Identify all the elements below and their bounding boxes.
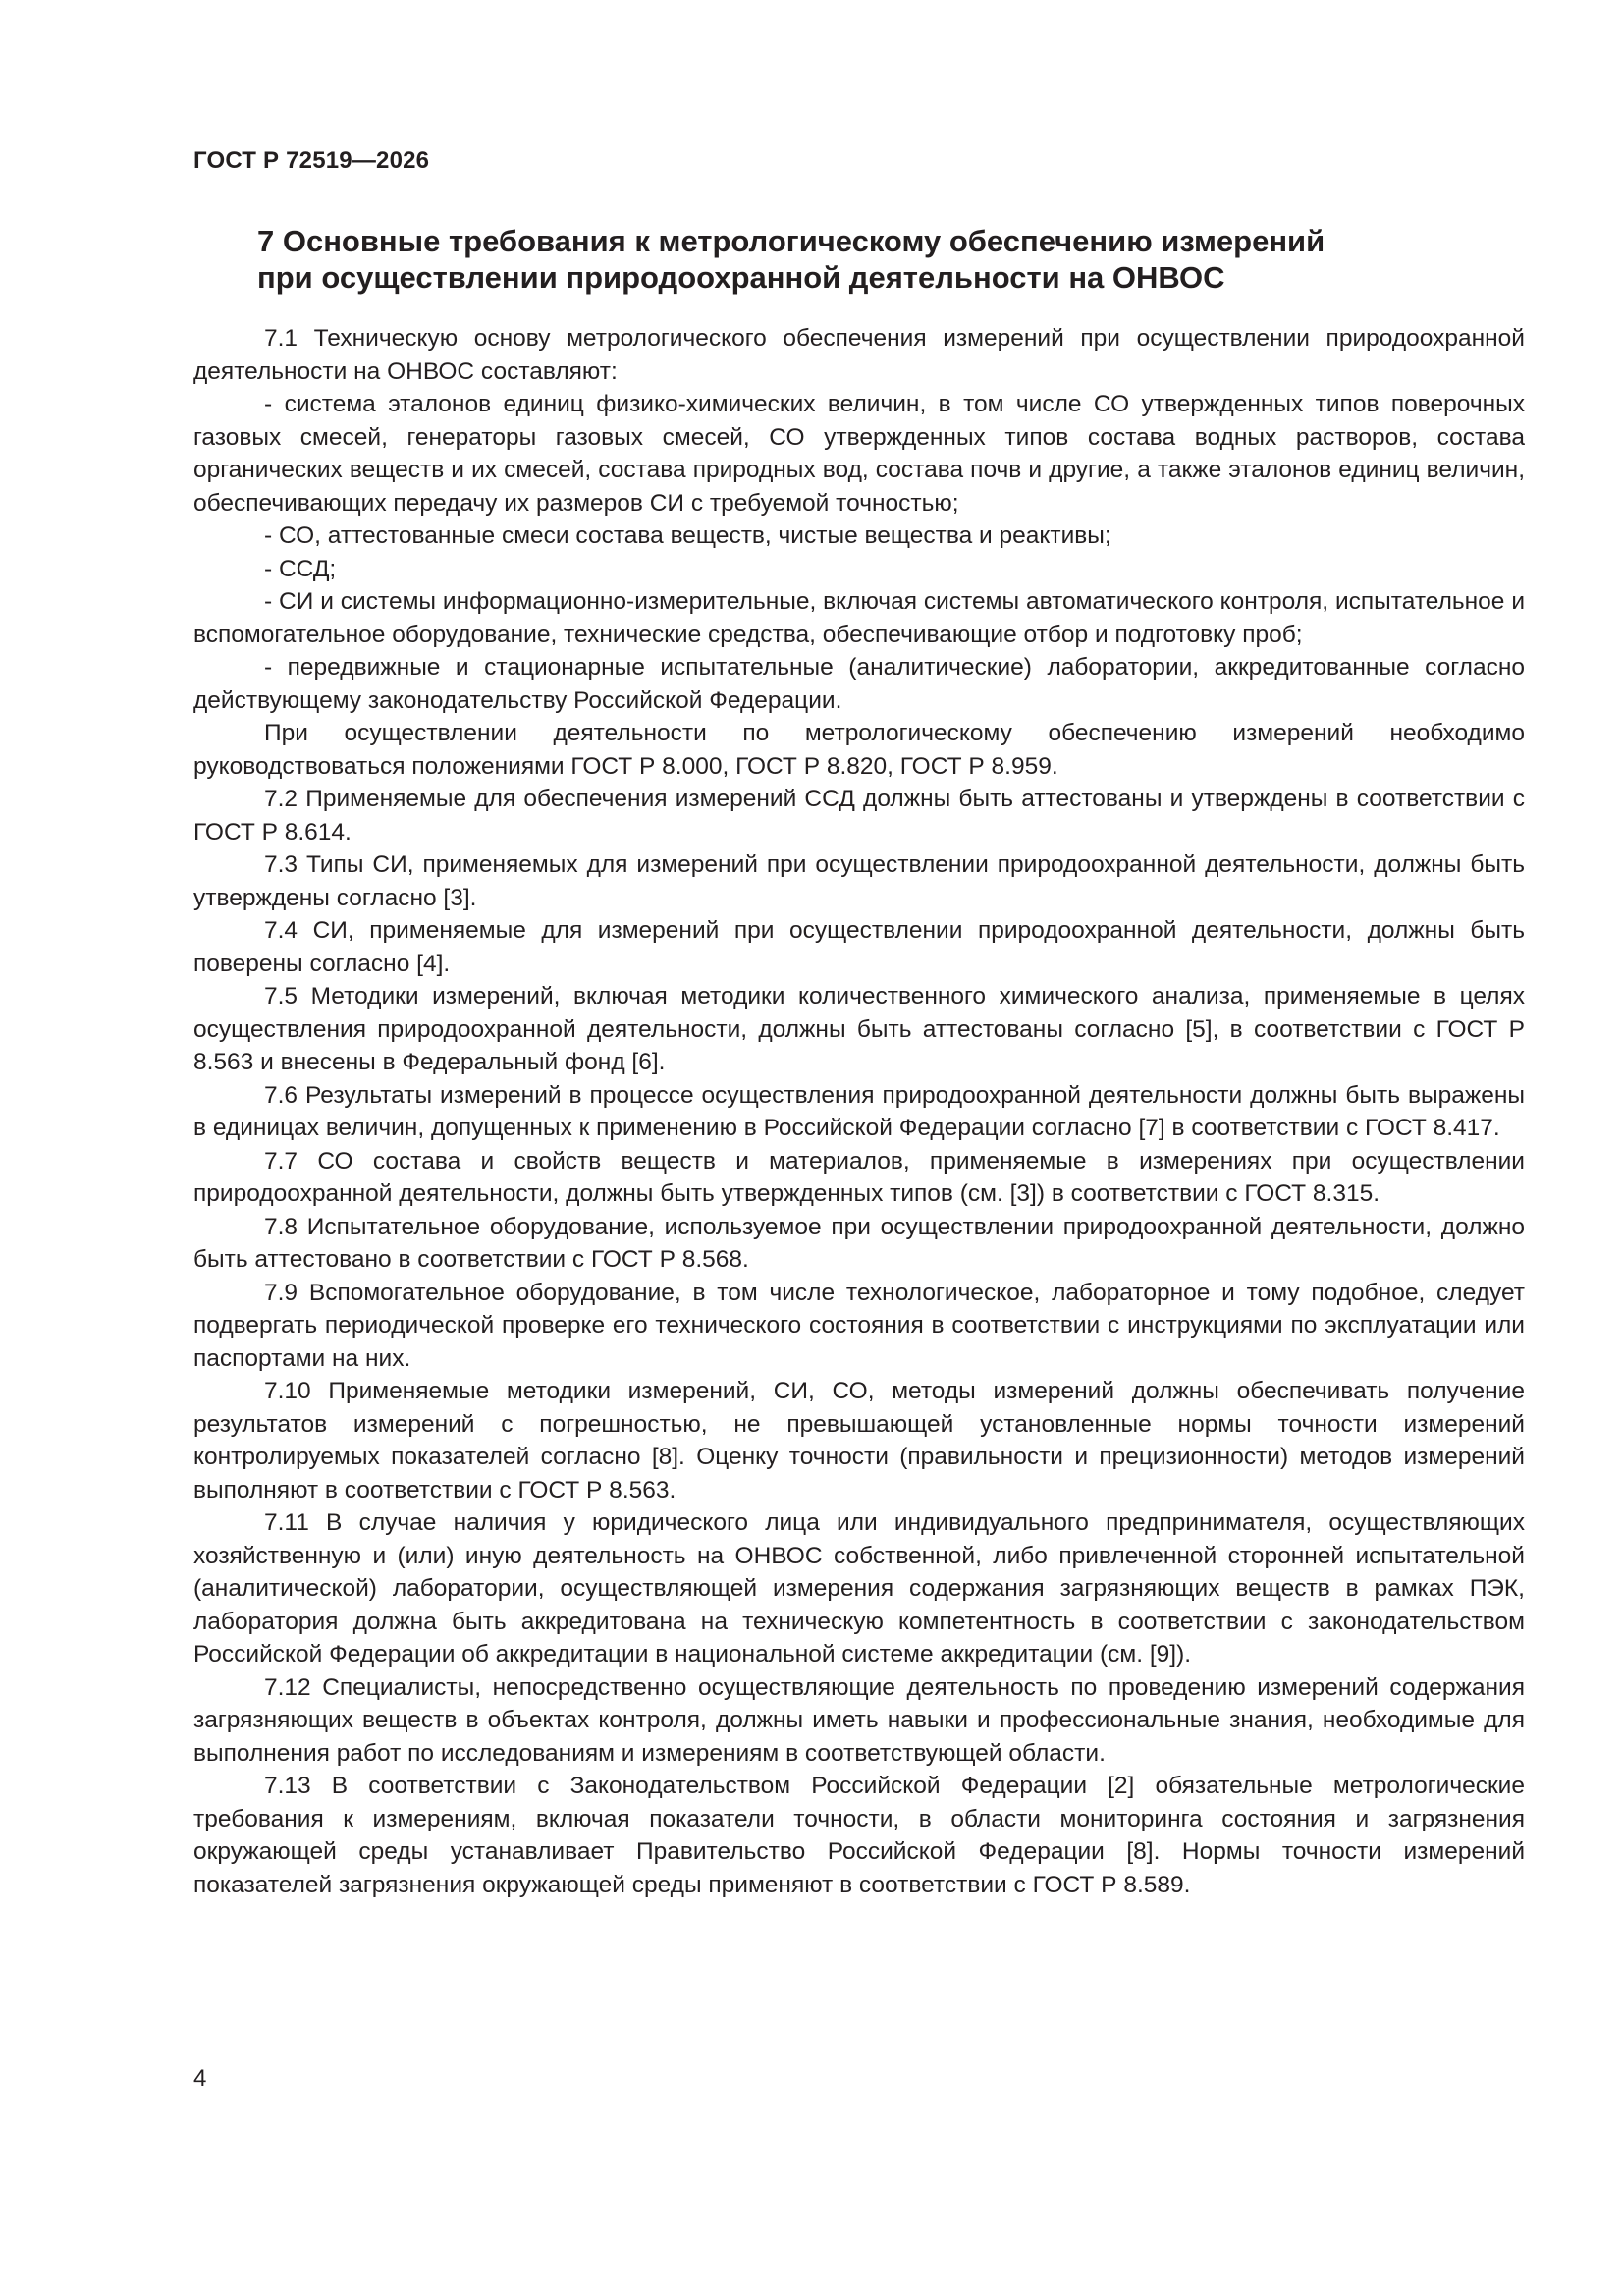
paragraph-7-11: 7.11 В случае наличия у юридического лица или индивидуального предпринимателя, осуществляющих хозяйственную и (или) иную деятельность на ОНВОС собственной, либо привлеченной сторонней испытательной (аналитической) лаборатории, осуществляющей измерения содержания загрязняющих веществ в рамках ПЭК, лаборатория должна быть аккредитована на техническую компетентность в соответствии с законодательством Российской Федерации об аккредитации в национальной системе аккредитации (см. [9]). (193, 1509, 1525, 1667)
paragraph-7-5: 7.5 Методики измерений, включая методики количественного химического анализа, применяемые в целях осуществления природоохранной деятельности, должны быть аттестованы согласно [5], в соответствии с ГОСТ Р 8.563 и внесены в Федеральный фонд [6]. (193, 983, 1525, 1075)
paragraph-guidance: При осуществлении деятельности по метрологическому обеспечению измерений необходимо руководствоваться положениями ГОСТ Р 8.000, ГОСТ Р 8.820, ГОСТ Р 8.959. (193, 720, 1525, 780)
page-number: 4 (193, 2065, 207, 2092)
section-title-line-1: 7 Основные требования к метрологическому обеспечению измерений (257, 224, 1325, 258)
paragraph-7-1: 7.1 Техническую основу метрологического обеспечения измерений при осуществлении природоохранной деятельности на ОНВОС составляют: (193, 325, 1525, 385)
list-item-etalon-system: - система эталонов единиц физико-химических величин, в том числе СО утвержденных типов поверочных газовых смесей, генераторы газовых смесей, СО утвержденных типов состава водных растворов, состава органических веществ и их смесей, состава природных вод, состава почв и другие, а также эталонов единиц величин, обеспечивающих передачу их размеров СИ с требуемой точностью; (193, 391, 1525, 517)
section-title-line-2: при осуществлении природоохранной деятельности на ОНВОС (257, 260, 1225, 295)
paragraph-7-6: 7.6 Результаты измерений в процессе осуществления природоохранной деятельности должны быть выражены в единицах величин, допущенных к применению в Российской Федерации согласно [7] в соответствии с ГОСТ 8.417. (193, 1081, 1525, 1141)
paragraph-7-8: 7.8 Испытательное оборудование, используемое при осуществлении природоохранной деятельности, должно быть аттестовано в соответствии с ГОСТ Р 8.568. (193, 1213, 1525, 1273)
paragraph-7-7: 7.7 СО состава и свойств веществ и материалов, применяемые в измерениях при осуществлении природоохранной деятельности, должны быть утвержденных типов (см. [3]) в соответствии с ГОСТ 8.315. (193, 1147, 1525, 1207)
list-item-ssd: - ССД; (264, 555, 337, 582)
paragraph-7-2: 7.2 Применяемые для обеспечения измерений ССД должны быть аттестованы и утверждены в соответствии с ГОСТ Р 8.614. (193, 786, 1525, 846)
list-item-reference-materials: - СО, аттестованные смеси состава веществ, чистые вещества и реактивы; (264, 522, 1111, 549)
paragraph-7-12: 7.12 Специалисты, непосредственно осуществляющие деятельность по проведению измерений содержания загрязняющих веществ в объектах контроля, должны иметь навыки и профессиональные знания, необходимые для выполнения работ по исследованиям и измерениям в соответствующей области. (193, 1673, 1525, 1767)
paragraph-7-4: 7.4 СИ, применяемые для измерений при осуществлении природоохранной деятельности, должны быть поверены согласно [4]. (193, 917, 1525, 977)
list-item-measuring-instruments: - СИ и системы информационно-измерительные, включая системы автоматического контроля, испытательное и вспомогательное оборудование, технические средства, обеспечивающие отбор и подготовку проб; (193, 588, 1525, 648)
document-code-header: ГОСТ Р 72519—2026 (193, 147, 430, 174)
section-title (257, 223, 1534, 296)
paragraph-7-9: 7.9 Вспомогательное оборудование, в том числе технологическое, лабораторное и тому подобное, следует подвергать периодической проверке его технического состояния в соответствии с инструкциями по эксплуатации или паспортами на них. (193, 1279, 1525, 1372)
list-item-laboratories: - передвижные и стационарные испытательные (аналитические) лаборатории, аккредитованные согласно действующему законодательству Российской Федерации. (193, 654, 1525, 714)
paragraph-7-13: 7.13 В соответствии с Законодательством Российской Федерации [2] обязательные метрологические требования к измерениям, включая показатели точности, в области мониторинга состояния и загрязнения окружающей среды устанавливает Правительство Российской Федерации [8]. Нормы точности измерений показателей загрязнения окружающей среды применяют в соответствии с ГОСТ Р 8.589. (193, 1773, 1525, 1898)
paragraph-7-10: 7.10 Применяемые методики измерений, СИ, СО, методы измерений должны обеспечивать получение результатов измерений с погрешностью, не превышающей установленные нормы точности измерений контролируемых показателей согласно [8]. Оценку точности (правильности и прецизионности) методов измерений выполняют в соответствии с ГОСТ Р 8.563. (193, 1378, 1525, 1503)
section-body (193, 322, 1525, 1901)
paragraph-7-3: 7.3 Типы СИ, применяемых для измерений при осуществлении природоохранной деятельности, должны быть утверждены согласно [3]. (193, 851, 1525, 911)
